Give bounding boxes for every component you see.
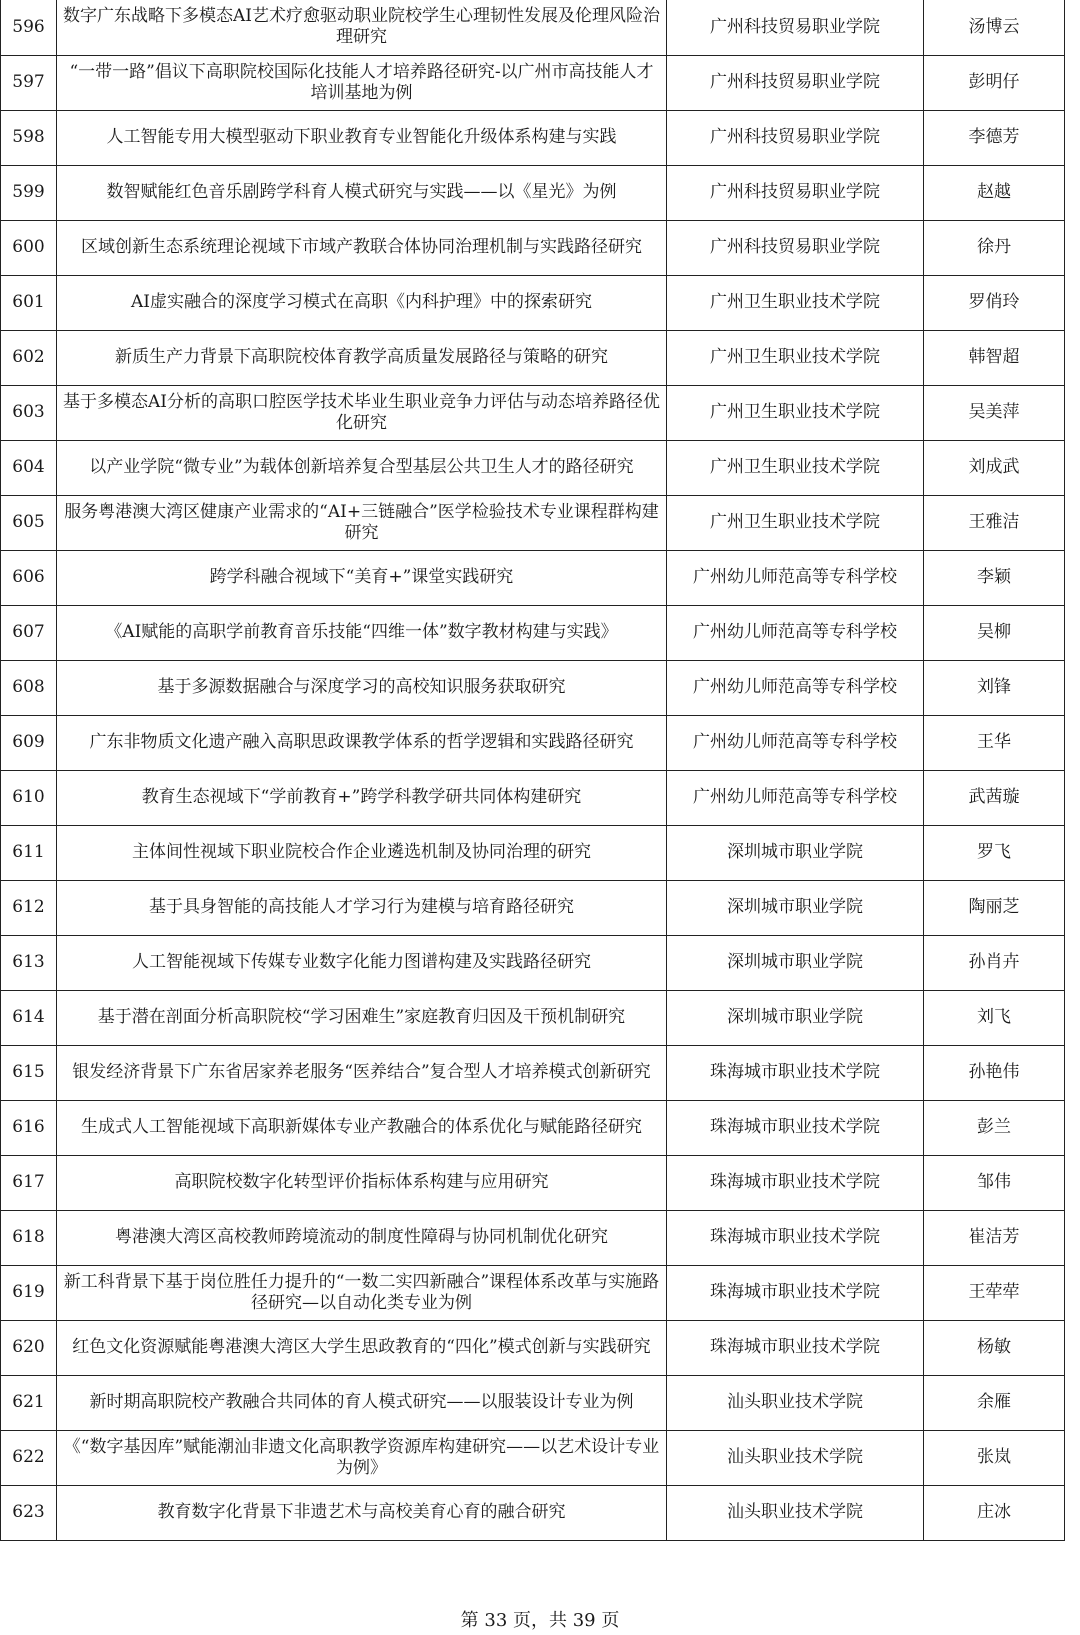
- institution-name: 广州卫生职业技术学院: [667, 275, 924, 330]
- table-row: [1, 660, 1065, 715]
- row-number: 615: [1, 1045, 57, 1100]
- table-row: [1, 770, 1065, 825]
- project-title: 数智赋能红色音乐剧跨学科育人模式研究与实践——以《星光》为例: [57, 165, 667, 220]
- project-title: 教育生态视域下“学前教育+”跨学科教学研共同体构建研究: [57, 770, 667, 825]
- row-number: 601: [1, 275, 57, 330]
- table-row: [1, 1100, 1065, 1155]
- project-leader: 吴美萍: [924, 385, 1065, 440]
- project-leader: 徐丹: [924, 220, 1065, 275]
- institution-name: 珠海城市职业技术学院: [667, 1265, 924, 1320]
- project-title: 基于具身智能的高技能人才学习行为建模与培育路径研究: [57, 880, 667, 935]
- project-leader: 彭明仔: [924, 55, 1065, 110]
- project-leader: 张岚: [924, 1430, 1065, 1485]
- row-number: 604: [1, 440, 57, 495]
- table-row: [1, 1375, 1065, 1430]
- institution-name: 汕头职业技术学院: [667, 1430, 924, 1485]
- institution-name: 广州卫生职业技术学院: [667, 440, 924, 495]
- project-leader: 吴柳: [924, 605, 1065, 660]
- project-title: 粤港澳大湾区高校教师跨境流动的制度性障碍与协同机制优化研究: [57, 1210, 667, 1265]
- institution-name: 广州幼儿师范高等专科学校: [667, 550, 924, 605]
- project-title: 银发经济背景下广东省居家养老服务“医养结合”复合型人才培养模式创新研究: [57, 1045, 667, 1100]
- project-title: 基于多源数据融合与深度学习的高校知识服务获取研究: [57, 660, 667, 715]
- institution-name: 深圳城市职业学院: [667, 880, 924, 935]
- table-row: [1, 605, 1065, 660]
- row-number: 603: [1, 385, 57, 440]
- row-number: 622: [1, 1430, 57, 1485]
- institution-name: 广州科技贸易职业学院: [667, 0, 924, 55]
- project-leader: 武茜璇: [924, 770, 1065, 825]
- project-leader: 崔洁芳: [924, 1210, 1065, 1265]
- institution-name: 汕头职业技术学院: [667, 1485, 924, 1540]
- project-leader: 刘飞: [924, 990, 1065, 1045]
- table-row: [1, 55, 1065, 110]
- row-number: 606: [1, 550, 57, 605]
- row-number: 617: [1, 1155, 57, 1210]
- project-title: 广东非物质文化遗产融入高职思政课教学体系的哲学逻辑和实践路径研究: [57, 715, 667, 770]
- institution-name: 广州卫生职业技术学院: [667, 385, 924, 440]
- table-row: [1, 110, 1065, 165]
- institution-name: 珠海城市职业技术学院: [667, 1100, 924, 1155]
- project-title: 以产业学院“微专业”为载体创新培养复合型基层公共卫生人才的路径研究: [57, 440, 667, 495]
- project-leader: 罗飞: [924, 825, 1065, 880]
- project-leader: 刘锋: [924, 660, 1065, 715]
- row-number: 609: [1, 715, 57, 770]
- institution-name: 深圳城市职业学院: [667, 935, 924, 990]
- row-number: 612: [1, 880, 57, 935]
- project-title: 基于多模态AI分析的高职口腔医学技术毕业生职业竞争力评估与动态培养路径优化研究: [57, 385, 667, 440]
- institution-name: 广州幼儿师范高等专科学校: [667, 605, 924, 660]
- project-leader: 孙艳伟: [924, 1045, 1065, 1100]
- table-row: [1, 385, 1065, 440]
- project-leader: 汤博云: [924, 0, 1065, 55]
- project-title: 教育数字化背景下非遗艺术与高校美育心育的融合研究: [57, 1485, 667, 1540]
- table-row: [1, 880, 1065, 935]
- institution-name: 珠海城市职业技术学院: [667, 1320, 924, 1375]
- table-row: [1, 550, 1065, 605]
- row-number: 605: [1, 495, 57, 550]
- row-number: 621: [1, 1375, 57, 1430]
- project-title: 新质生产力背景下高职院校体育教学高质量发展路径与策略的研究: [57, 330, 667, 385]
- row-number: 619: [1, 1265, 57, 1320]
- institution-name: 广州幼儿师范高等专科学校: [667, 770, 924, 825]
- project-leader: 杨敏: [924, 1320, 1065, 1375]
- table-row: [1, 825, 1065, 880]
- institution-name: 广州卫生职业技术学院: [667, 495, 924, 550]
- project-title: 生成式人工智能视域下高职新媒体专业产教融合的体系优化与赋能路径研究: [57, 1100, 667, 1155]
- project-title: 数字广东战略下多模态AI艺术疗愈驱动职业院校学生心理韧性发展及伦理风险治理研究: [57, 0, 667, 55]
- table-row: [1, 1320, 1065, 1375]
- project-title: 《“数字基因库”赋能潮汕非遗文化高职教学资源库构建研究——以艺术设计专业为例》: [57, 1430, 667, 1485]
- institution-name: 广州卫生职业技术学院: [667, 330, 924, 385]
- table-row: [1, 495, 1065, 550]
- row-number: 620: [1, 1320, 57, 1375]
- table-row: [1, 990, 1065, 1045]
- institution-name: 珠海城市职业技术学院: [667, 1155, 924, 1210]
- institution-name: 广州科技贸易职业学院: [667, 220, 924, 275]
- project-title: 主体间性视域下职业院校合作企业遴选机制及协同治理的研究: [57, 825, 667, 880]
- project-title: 区域创新生态系统理论视域下市域产教联合体协同治理机制与实践路径研究: [57, 220, 667, 275]
- project-title: 高职院校数字化转型评价指标体系构建与应用研究: [57, 1155, 667, 1210]
- table-row: [1, 1155, 1065, 1210]
- project-title: 《AI赋能的高职学前教育音乐技能“四维一体”数字教材构建与实践》: [57, 605, 667, 660]
- project-title: 人工智能视域下传媒专业数字化能力图谱构建及实践路径研究: [57, 935, 667, 990]
- project-leader: 韩智超: [924, 330, 1065, 385]
- table-row: [1, 330, 1065, 385]
- project-leader: 庄冰: [924, 1485, 1065, 1540]
- project-leader: 王华: [924, 715, 1065, 770]
- row-number: 616: [1, 1100, 57, 1155]
- institution-name: 深圳城市职业学院: [667, 990, 924, 1045]
- project-title: 红色文化资源赋能粤港澳大湾区大学生思政教育的“四化”模式创新与实践研究: [57, 1320, 667, 1375]
- project-leader: 余雁: [924, 1375, 1065, 1430]
- row-number: 608: [1, 660, 57, 715]
- project-title: “一带一路”倡议下高职院校国际化技能人才培养路径研究-以广州市高技能人才培训基地为例: [57, 55, 667, 110]
- table-row: [1, 1045, 1065, 1100]
- row-number: 610: [1, 770, 57, 825]
- project-leader: 陶丽芝: [924, 880, 1065, 935]
- project-leader: 罗俏玲: [924, 275, 1065, 330]
- table-row: [1, 1485, 1065, 1540]
- institution-name: 珠海城市职业技术学院: [667, 1210, 924, 1265]
- row-number: 596: [1, 0, 57, 55]
- institution-name: 深圳城市职业学院: [667, 825, 924, 880]
- table-row: [1, 0, 1065, 55]
- row-number: 614: [1, 990, 57, 1045]
- table-row: [1, 440, 1065, 495]
- row-number: 623: [1, 1485, 57, 1540]
- table-row: [1, 1430, 1065, 1485]
- row-number: 597: [1, 55, 57, 110]
- table-row: [1, 935, 1065, 990]
- table-row: [1, 165, 1065, 220]
- row-number: 618: [1, 1210, 57, 1265]
- row-number: 607: [1, 605, 57, 660]
- row-number: 611: [1, 825, 57, 880]
- row-number: 599: [1, 165, 57, 220]
- institution-name: 汕头职业技术学院: [667, 1375, 924, 1430]
- project-leader: 刘成武: [924, 440, 1065, 495]
- row-number: 598: [1, 110, 57, 165]
- page-number: 第 33 页，共 39 页: [460, 1610, 620, 1631]
- table-row: [1, 1210, 1065, 1265]
- project-leader: 王荦荦: [924, 1265, 1065, 1320]
- institution-name: 广州幼儿师范高等专科学校: [667, 660, 924, 715]
- row-number: 600: [1, 220, 57, 275]
- table-row: [1, 275, 1065, 330]
- institution-name: 广州科技贸易职业学院: [667, 165, 924, 220]
- project-title: 跨学科融合视域下“美育+”课堂实践研究: [57, 550, 667, 605]
- project-leader: 彭兰: [924, 1100, 1065, 1155]
- project-table-body: [1, 0, 1065, 1540]
- project-title: 新时期高职院校产教融合共同体的育人模式研究——以服装设计专业为例: [57, 1375, 667, 1430]
- table-row: [1, 715, 1065, 770]
- table-row: [1, 1265, 1065, 1320]
- project-title: 服务粤港澳大湾区健康产业需求的“AI+三链融合”医学检验技术专业课程群构建研究: [57, 495, 667, 550]
- project-title: 基于潜在剖面分析高职院校“学习困难生”家庭教育归因及干预机制研究: [57, 990, 667, 1045]
- table-row: [1, 220, 1065, 275]
- project-title: 新工科背景下基于岗位胜任力提升的“一数二实四新融合”课程体系改革与实施路径研究—以自动化类专业为例: [57, 1265, 667, 1320]
- project-title: AI虚实融合的深度学习模式在高职《内科护理》中的探索研究: [57, 275, 667, 330]
- row-number: 613: [1, 935, 57, 990]
- institution-name: 珠海城市职业技术学院: [667, 1045, 924, 1100]
- project-leader: 王雅洁: [924, 495, 1065, 550]
- project-leader: 赵越: [924, 165, 1065, 220]
- institution-name: 广州科技贸易职业学院: [667, 110, 924, 165]
- project-title: 人工智能专用大模型驱动下职业教育专业智能化升级体系构建与实践: [57, 110, 667, 165]
- row-number: 602: [1, 330, 57, 385]
- project-leader: 邹伟: [924, 1155, 1065, 1210]
- project-leader: 孙肖卉: [924, 935, 1065, 990]
- institution-name: 广州幼儿师范高等专科学校: [667, 715, 924, 770]
- project-leader: 李颖: [924, 550, 1065, 605]
- institution-name: 广州科技贸易职业学院: [667, 55, 924, 110]
- project-leader: 李德芳: [924, 110, 1065, 165]
